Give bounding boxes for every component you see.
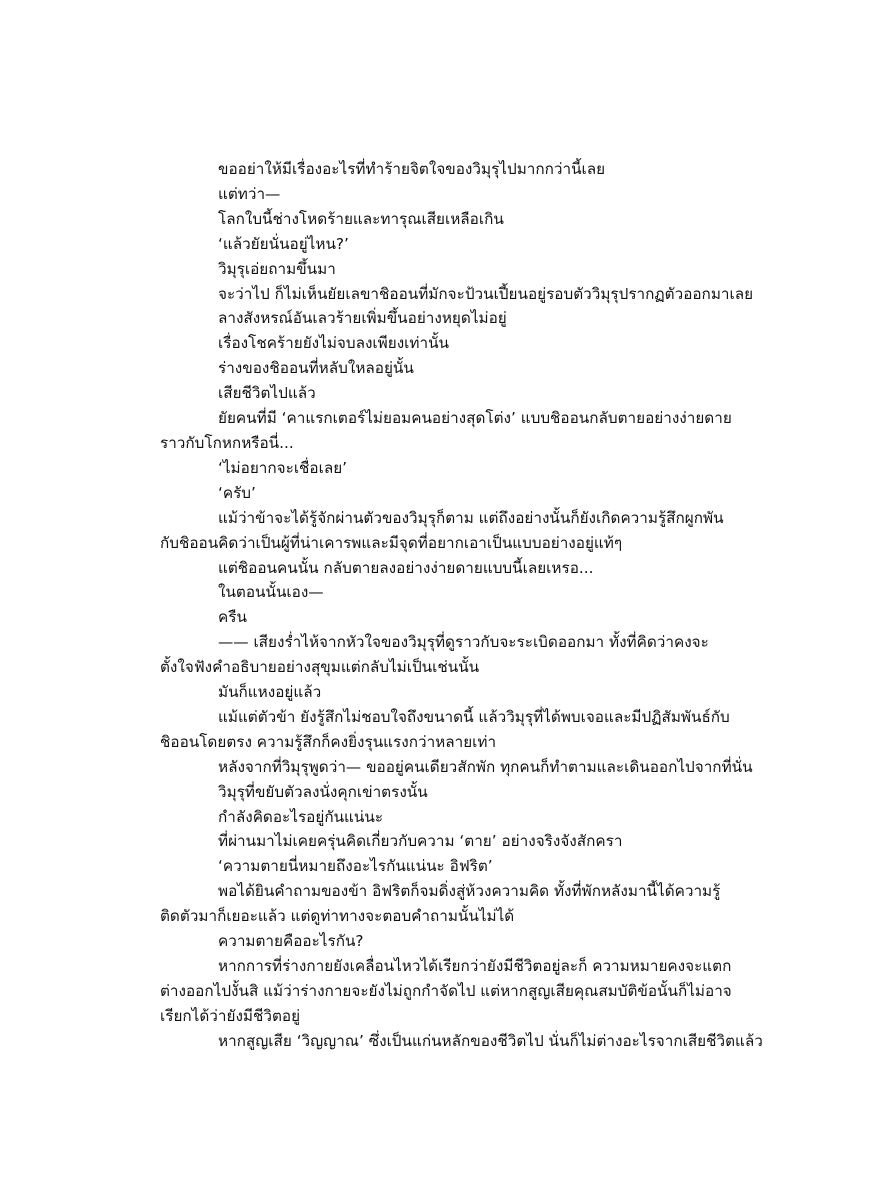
text-line: แม้แต่ตัวข้า ยังรู้สึกไม่ชอบใจถึงขนาดนี้ แล้ววิมุรุที่ได้พบเจอและมีปฏิสัมพันธ์กับชิออนโดยตรง ความรู้สึกก็คงยิ่งรุนแรงกว่าหลายเท่า bbox=[160, 707, 730, 751]
text-line: เสียชีวิตไปแล้ว bbox=[218, 384, 316, 403]
text-line: ครืน bbox=[218, 608, 247, 627]
text-line: ร่างของชิออนที่หลับใหลอยู่นั้น bbox=[218, 359, 414, 378]
text-line: กำลังคิดอะไรอยู่กันแน่นะ bbox=[218, 807, 384, 826]
text-line: วิมุรุเอ่ยถามขึ้นมา bbox=[218, 259, 336, 278]
text-line: หลังจากที่วิมุรุพูดว่า— ขออยู่คนเดียวสักพัก ทุกคนก็ทำตามและเดินออกไปจากที่นั่น bbox=[218, 757, 753, 776]
text-line: ‘ครับ’ bbox=[218, 483, 256, 502]
text-line: มันก็แหงอยู่แล้ว bbox=[218, 683, 322, 702]
text-line: ‘ความตายนี่หมายถึงอะไรกันแน่นะ อิฟริต’ bbox=[218, 857, 493, 876]
text-line: พอได้ยินคำถามของข้า อิฟริตก็จมดิ่งสู่ห้วงความคิด ทั้งที่พักหลังมานี้ได้ความรู้ติดตัวมาก็เยอะแล้ว แต่ดูท่าทางจะตอบคำถามนั้นไม่ได้ bbox=[160, 882, 721, 926]
text-line: แต่ทว่า— bbox=[218, 184, 281, 203]
text-line: โลกใบนี้ช่างโหดร้ายและทารุณเสียเหลือเกิน bbox=[218, 209, 504, 228]
text-line: ยัยคนที่มี ‘คาแรกเตอร์ไม่ยอมคนอย่างสุดโต่ง’ แบบชิออนกลับตายอย่างง่ายดายราวกับโกหกหรือนี่... bbox=[160, 409, 732, 452]
text-line: หากการที่ร่างกายยังเคลื่อนไหวได้เรียกว่ายังมีชีวิตอยู่ละก็ ความหมายคงจะแตกต่างออกไปงั้นสิ แม้ว่าร่างกายจะยังไม่ถูกกำจัดไป แต่หากสูญเสียคุณสมบัติข้อนั้นก็ไม่อาจเรียกได้ว่ายังมีชีวิตอยู่ bbox=[160, 957, 732, 1025]
text-line: ในตอนนั้นเอง— bbox=[218, 583, 324, 602]
text-line: ที่ผ่านมาไม่เคยครุ่นคิดเกี่ยวกับความ ‘ตาย’ อย่างจริงจังสักครา bbox=[218, 832, 623, 851]
text-line: ขออย่าให้มีเรื่องอะไรที่ทำร้ายจิตใจของวิมุรุไปมากกว่านี้เลย bbox=[218, 160, 606, 178]
text-line: จะว่าไป ก็ไม่เห็นยัยเลขาชิออนที่มักจะป้วนเปี้ยนอยู่รอบตัววิมุรุปรากฏตัวออกมาเลย bbox=[218, 284, 754, 303]
text-line: ลางสังหรณ์อันเลวร้ายเพิ่มขึ้นอย่างหยุดไม่อยู่ bbox=[218, 309, 507, 328]
text-line: วิมุรุที่ขยับตัวลงนั่งคุกเข่าตรงนั้น bbox=[218, 782, 428, 801]
text-line: ‘ไม่อยากจะเชื่อเลย’ bbox=[218, 458, 348, 477]
text-line: แม้ว่าข้าจะได้รู้จักผ่านตัวของวิมุรุก็ตาม แต่ถึงอย่างนั้นก็ยังเกิดความรู้สึกผูกพันกับชิออนคิดว่าเป็นผู้ที่น่าเคารพและมีจุดที่อยากเอาเป็นแบบอย่างอยู่แท้ๆ bbox=[160, 508, 724, 552]
text-line: —— เสียงร่ำไห้จากหัวใจของวิมุรุที่ดูราวกับจะระเบิดออกมา ทั้งที่คิดว่าคงจะตั้งใจฟังคำอธิบายอย่างสุขุมแต่กลับไม่เป็นเช่นนั้น bbox=[160, 633, 709, 677]
page-text-body bbox=[160, 157, 763, 1054]
text-line: หากสูญเสีย ‘วิญญาณ’ ซึ่งเป็นแก่นหลักของชีวิตไป นั่นก็ไม่ต่างอะไรจากเสียชีวิตแล้ว bbox=[218, 1031, 763, 1050]
text-line: ความตายคืออะไรกัน? bbox=[218, 932, 364, 951]
text-line: เรื่องโชคร้ายยังไม่จบลงเพียงเท่านั้น bbox=[218, 334, 449, 353]
text-line: ‘แล้วยัยนั่นอยู่ไหน?’ bbox=[218, 234, 349, 253]
text-line: แต่ชิออนคนนั้น กลับตายลงอย่างง่ายดายแบบนี้เลยเหรอ... bbox=[218, 558, 594, 577]
